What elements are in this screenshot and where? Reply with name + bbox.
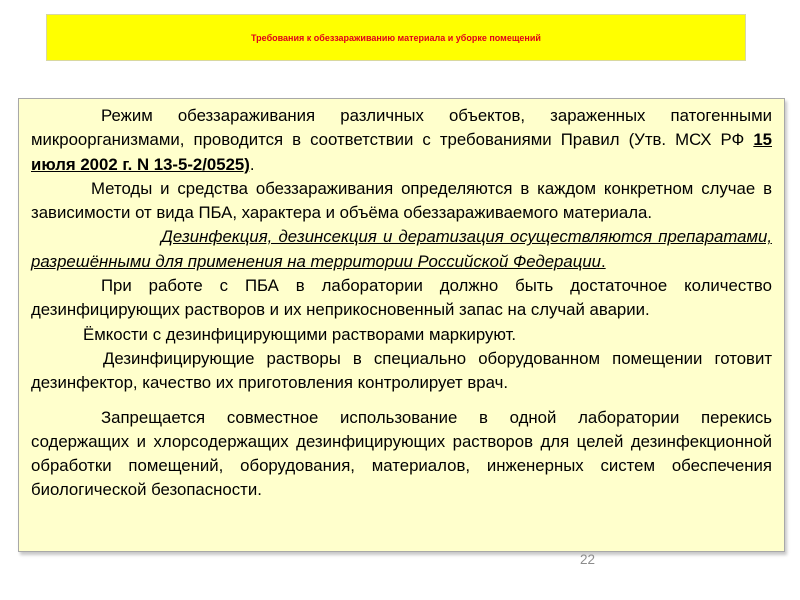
paragraph-rules-text: Режим обеззараживания различных объектов, зараженных патогенными микроорганизмами, проводится в соответствии с требованиями Правил (Утв. МСХ РФ: [31, 106, 772, 150]
paragraph-disinfection: [31, 225, 772, 274]
content-box: [18, 98, 785, 552]
paragraph-stock: При работе с ПБА в лаборатории должно быть достаточное количество дезинфицирующих растворов и их неприкосновенный запас на случай аварии.: [31, 276, 772, 320]
paragraph-disinfection-text: Дезинфекция, дезинсекция и дератизация осуществляются препаратами, разрешёнными для применения на территории Российской Федерации: [31, 227, 772, 271]
paragraph-prohibition: Запрещается совместное использование в одной лаборатории перекись содержащих и хлорсодержащих дезинфицирующих растворов для целей дезинфекционной обработки помещений, оборудования, материалов, инженерных систем обеспечения биологической безопасности.: [31, 407, 772, 500]
title-bar: [46, 14, 746, 61]
paragraph-methods: Методы и средства обеззараживания определяются в каждом конкретном случае в зависимости от вида ПБА, характера и объёма обеззараживаемого материала.: [31, 178, 772, 223]
rules-date: 15 июля 2002 г. N 13-5-2/0525): [31, 130, 772, 174]
paragraph-rules: [31, 104, 772, 177]
paragraph-containers: Ёмкости с дезинфицирующими растворами маркируют.: [83, 324, 517, 344]
paragraph-preparation: Дезинфицирующие растворы в специально оборудованном помещении готовит дезинфектор, качество их приготовления контролирует врач.: [31, 348, 772, 393]
paragraph-rules-end: .: [249, 154, 255, 174]
paragraph-disinfection-end: .: [600, 251, 606, 271]
slide-title: Требования к обеззараживанию материала и уборке помещений: [251, 32, 541, 43]
page-number: 22: [580, 552, 596, 567]
